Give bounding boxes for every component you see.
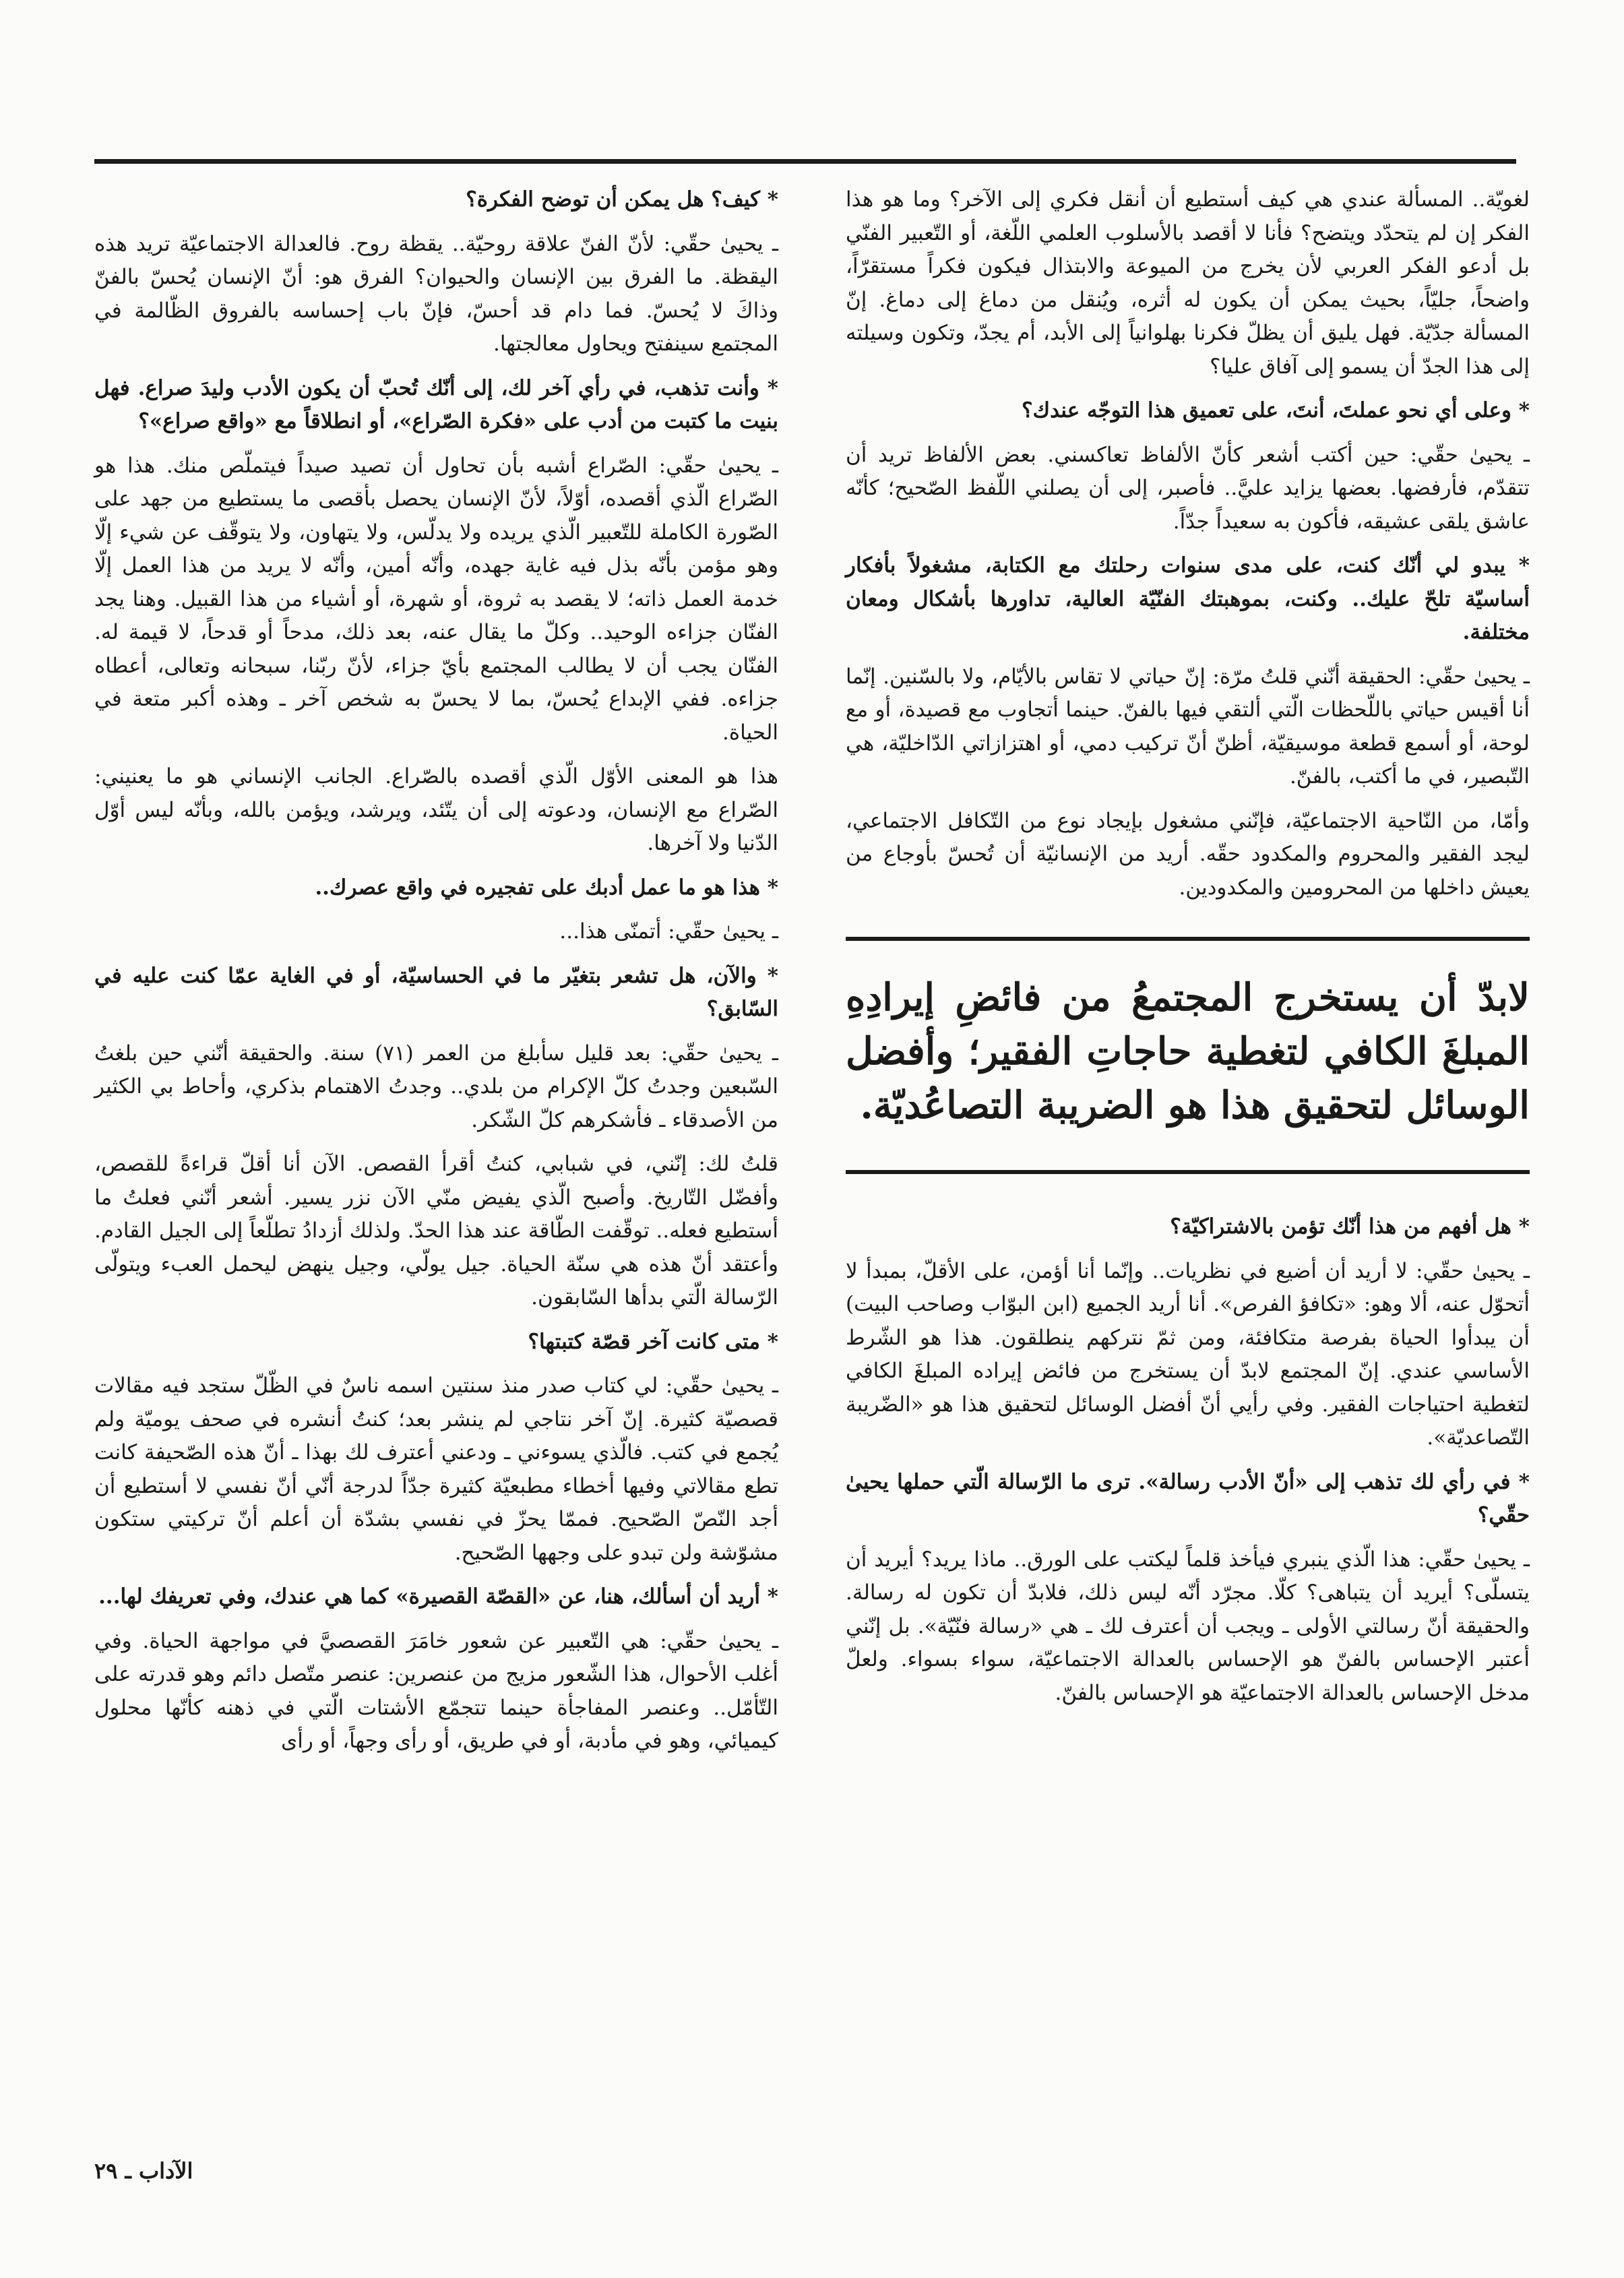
paragraph: ـ يحيىٰ حقّي: هذا الّذي ينبري فيأخذ قلماً ليكتب على الورق.. ماذا يريد؟ أيريد أن يتسلّى؟ أيريد أن يتباهى؟ كلّا. مجرّد أنّه ليس ذلك، فلابدّ أن تكون له رسالة. والحقيقة أنّ رسالتي الأولى ـ ويجب أن أعترف لك ـ هي «رسالة فنّيّة». بل إنّني أعتبر الإحساس بالفنّ هو الإحساس بالعدالة الاجتماعيّة، سواء بسواء. ولعلّ مدخل الإحساس بالعدالة الاجتماعيّة هو الإحساس بالفنّ. (846, 1547, 1530, 1705)
interview-question: * يبدو لي أنّك كنت، على مدى سنوات رحلتك مع الكتابة، مشغولاً بأفكار أساسيّة تلحّ عليك.. وكنت، بموهبتك الفنّيّة العالية، تداورها بأشكال ومعان مختلفة. (846, 553, 1530, 644)
interview-question: * هذا هو ما عمل أدبك على تفجيره في واقع عصرك.. (315, 875, 778, 900)
interview-question: * هل أفهم من هذا أنّك تؤمن بالاشتراكيّة؟ (1170, 1214, 1530, 1239)
paragraph: ـ يحيىٰ حقّي: الحقيقة أنّني قلتُ مرّة: إنّ حياتي لا تقاس بالأيّام، ولا بالسّنين. إنّما أنا أقيس حياتي باللّحظات الّتي ألتقي فيها بالفنّ. حينما أتجاوب مع قصيدة، أو مع لوحة، أو أسمع قطعة موسيقيّة، أظنّ أنّ تركيب دمي، أو اهتزازاتي الدّاخليّة، هي التّبصير، في ما أكتب، بالفنّ. (846, 664, 1530, 789)
paragraph: وأمّا، من النّاحية الاجتماعيّة، فإنّني مشغول بإيجاد نوع من التّكافل الاجتماعي، ليجد الفقير والمحروم والمكدود حقّه. أريد من الإنسانيّة أن تُحسّ بأوجاع من يعيش داخلها من المحرومين والمكدودين. (846, 808, 1530, 900)
interview-question: * وأنت تذهب، في رأي آخر لك، إلى أنّك تُحبّ أن يكون الأدب وليدَ صراع. فهل بنيت ما كتبت من أدب على «فكرة الصّراع»، أو انطلاقاً مع «واقع صراع»؟ (94, 375, 778, 433)
paragraph: قلتُ لك: إنّني، في شبابي، كنتُ أقرأ القصص. الآن أنا أقلّ قراءةً للقصص، وأفضّل التّاريخ. وأصبح الّذي يفيض منّي الآن نزر يسير. أشعر أنّني فعلتُ ما أستطيع فعله.. توقّفت الطّاقة عند هذا الحدّ. ولذلك أزدادُ تطلّعاً إلى الجيل القادم. وأعتقد أنّ هذه هي سنّة الحياة. جيل يولّي، وجيل ينهض ليحمل العبء ويتولّى الرّسالة الّتي بدأها السّابقون. (94, 1152, 778, 1310)
interview-question: * والآن، هل تشعر بتغيّر ما في الحساسيّة، أو في الغاية عمّا كنت عليه في السّابق؟ (94, 963, 778, 1021)
paragraph: ـ يحيىٰ حقّي: لأنّ الفنّ علاقة روحيّة.. يقظة روح. فالعدالة الاجتماعيّة تريد هذه اليقظة. ما الفرق بين الإنسان والحيوان؟ الفرق هو: أنّ الإنسان يُحسّ بالفنّ وذاكَ لا يُحسّ. فما دام قد أحسّ، فإنّ باب إحساسه بالفروق الظّالمة في المجتمع سينفتح ويحاول معالجتها. (94, 231, 778, 356)
paragraph: ـ يحيىٰ حقّي: لي كتاب صدر منذ سنتين اسمه ناسٌ في الظّلّ ستجد فيه مقالات قصصيّة كثيرة. إنّ آخر نتاجي لم ينشر بعد؛ كنتُ أنشره في صحف يوميّة ولم يُجمع في كتب. فالّذي يسوءني ـ ودعني أعترف لك بهذا ـ أنّ هذه الصّحيفة كانت تطع مقالاتي وفيها أخطاء مطبعيّة كثيرة جدّاً لدرجة أنّي أنّ نفسي لا أستطيع أن أجد النّصّ الصّحيح. فممّا يحزّ في نفسي بشدّة أن أعلم أنّ تركيتي ستكون مشوّشة ولن تبدو على وجهها الصّحيح. (94, 1374, 778, 1565)
page-footer: الآداب ـ ٢٩ (94, 2158, 193, 2184)
paragraph: ـ يحيىٰ حقّي: هي التّعبير عن شعور خامَرَ القصصيَّ في مواجهة الحياة. وفي أغلب الأحوال، هذا الشّعور مزيج من عنصرين: عنصر متّصل دائم وهو قدرته على التّأمّل.. وعنصر المفاجأة حينما تتجمّع الأشتات الّتي في ذهنه كأنّها محلول كيميائي، وهو في مأدبة، أو في طريق، أو رأى وجهاً، أو رأى (94, 1628, 778, 1753)
interview-question: * أريد أن أسألك، هنا، عن «القصّة القصيرة» كما هي عندك، وفي تعريفك لها... (98, 1584, 778, 1609)
right-column (846, 183, 1530, 1721)
left-column (94, 183, 778, 1769)
pull-quote: لابدّ أن يستخرج المجتمعُ من فائضِ إيرادِهِ المبلغَ الكافي لتغطية حاجاتِ الفقير؛ وأفضل الوسائل لتحقيق هذا هو الضريبة التصاعُديّة. (846, 937, 1530, 1174)
paragraph: ـ يحيىٰ حقّي: بعد قليل سأبلغ من العمر (٧١) سنة. والحقيقة أنّني حين بلغتُ السّبعين وجدتُ كلّ الإكرام من بلدي.. وجدتُ الاهتمام بذكري، وأحاط بي الكثير من الأصدقاء ـ فأشكرهم كلّ الشّكر. (94, 1041, 778, 1132)
interview-question: * متى كانت آخر قصّة كتبتها؟ (528, 1329, 778, 1354)
paragraph: ـ يحيىٰ حقّي: أتمنّى هذا... (559, 919, 778, 944)
top-rule (94, 159, 1516, 164)
interview-question: * وعلى أي نحو عملتَ، أنتَ، على تعميق هذا التوجّه عندك؟ (1022, 398, 1530, 423)
paragraph: لغويّة.. المسألة عندي هي كيف أستطيع أن أنقل فكري إلى الآخر؟ وما هو هذا الفكر إن لم يتحدّد ويتضح؟ فأنا لا أقصد بالأسلوب العلمي اللّغة، أو التّعبير الفنّي بل أدعو الفكر العربي لأن يخرج من الميوعة والابتذال فيكون فكراً مستقرّاً، واضحاً، جليّاً، بحيث يمكن أن يكون له أثره، ويُنقل من دماغ إلى دماغ. إنّ المسألة جدّيّة. فهل يليق أن يظلّ فكرنا بهلوانياً إلى الأبد، أم يجدّ، وتكون وسيلته إلى هذا الجدّ أن يسمو إلى آفاق عليا؟ (846, 187, 1530, 379)
paragraph: هذا هو المعنى الأوّل الّذي أقصده بالصّراع. الجانب الإنساني هو ما يعنيني: الصّراع مع الإنسان، ودعوته إلى أن يتّئد، ويرشد، ويؤمن بالله، وبأنّه ليس أوّل الدّنيا ولا آخرها. (94, 764, 778, 855)
interview-question: * في رأي لك تذهب إلى «أنّ الأدب رسالة». ترى ما الرّسالة الّتي حملها يحيىٰ حقّي؟ (846, 1469, 1530, 1527)
interview-question: * كيف؟ هل يمكن أن توضح الفكرة؟ (466, 187, 778, 212)
paragraph: ـ يحيىٰ حقّي: لا أريد أن أضيع في نظريات.. وإنّما أنا أؤمن، على الأقلّ، بمبدأ لا أتحوّل عنه، ألا وهو: «تكافؤ الفرص». أنا أريد الجميع (ابن البوّاب وصاحب البيت) أن يبدأوا الحياة بفرصة متكافئة، ومن ثمّ نتركهم ينطلقون. هذا هو الشّرط الأساسي عندي. إنّ المجتمع لابدّ أن يستخرج من فائض إيراده المبلغَ الكافي لتغطية احتياجات الفقير. وفي رأيي أنّ أفضل الوسائل لتحقيق هذا هو «الضّريبة التّصاعديّة». (846, 1258, 1530, 1450)
paragraph: ـ يحيىٰ حقّي: حين أكتب أشعر كأنّ الألفاظ تعاكسني. بعض الألفاظ تريد أن تتقدّم، فأرفضها. بعضها يزايد عليَّ.. فأصبر، إلى أن يصلني اللّفظ الصّحيح؛ كأنّه عاشق يلقى عشيقه، فأكون به سعيداً جدّاً. (846, 442, 1530, 534)
paragraph: ـ يحيىٰ حقّي: الصّراع أشبه بأن تحاول أن تصيد صيداً فيتملّص منك. هذا هو الصّراع الّذي أقصده، أوّلاً، لأنّ الإنسان يحصل بأقصى ما يستطيع من جهد على الصّورة الكاملة للتّعبير الّذي يريده ولا يدلّس، ولا يتهاون، ولا يتوقّف عن شيء إلّا وهو مؤمن بأنّه بذل فيه غاية جهده، وأنّه أمين، وأنّه لا يريد من هذا العمل إلّا خدمة العمل ذاته؛ لا يقصد به ثروة، أو شهرة، أو أشياء من هذا القبيل. وهنا يجد الفنّان جزاءه الوحيد.. وكلّ ما يقال عنه، بعد ذلك، مدحاً أو قدحاً، لا قيمة له. الفنّان يجب أن لا يطالب المجتمع بأيّ جزاء، لأنّ ربّنا، سبحانه وتعالى، أعطاه جزاءه. ففي الإبداع يُحسّ، بما لا يحسّ به شخص آخر ـ وهذه أكبر متعة في الحياة. (94, 453, 778, 745)
